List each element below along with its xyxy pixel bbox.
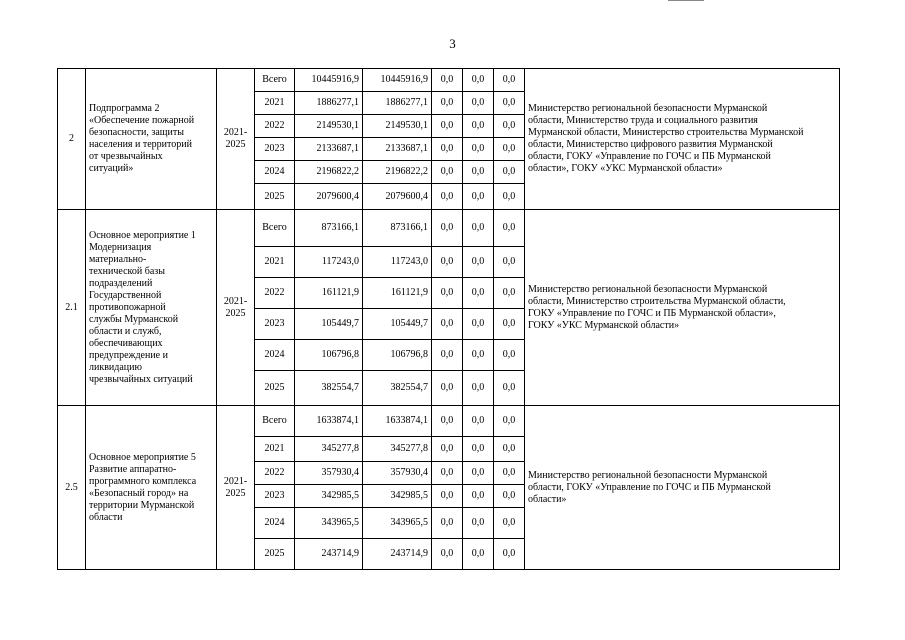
budget-value-cell: 105449,7 [363, 309, 432, 340]
local-value-cell: 0,0 [463, 340, 494, 371]
local-value-cell: 0,0 [463, 278, 494, 309]
budget-value-cell: 1633874,1 [363, 406, 432, 437]
total-value-cell: 2149530,1 [295, 115, 363, 138]
year-cell: 2025 [255, 184, 295, 210]
total-value-cell: 343965,5 [295, 508, 363, 539]
year-cell: 2023 [255, 309, 295, 340]
other-value-cell: 0,0 [494, 371, 525, 406]
page-number: 3 [449, 36, 456, 51]
year-cell: Всего [255, 69, 295, 92]
section-title: Основное мероприятие 1 Модернизация материально- технической базы подразделений Государственной противопожарной службы Мурманской области и служб, обеспечивающих предупреждение и ликвидацию чрезвычайных ситуаций [86, 210, 217, 406]
budget-value-cell: 10445916,9 [363, 69, 432, 92]
section-number: 2.5 [58, 406, 86, 570]
total-value-cell: 342985,5 [295, 485, 363, 508]
federal-value-cell: 0,0 [432, 437, 463, 462]
total-value-cell: 243714,9 [295, 539, 363, 570]
federal-value-cell: 0,0 [432, 115, 463, 138]
other-value-cell: 0,0 [494, 437, 525, 462]
other-value-cell: 0,0 [494, 309, 525, 340]
local-value-cell: 0,0 [463, 247, 494, 278]
budget-value-cell: 345277,8 [363, 437, 432, 462]
federal-value-cell: 0,0 [432, 485, 463, 508]
section-period: 2021- 2025 [217, 406, 255, 570]
year-cell: 2022 [255, 278, 295, 309]
total-value-cell: 161121,9 [295, 278, 363, 309]
other-value-cell: 0,0 [494, 210, 525, 247]
federal-value-cell: 0,0 [432, 462, 463, 485]
table-row [58, 406, 840, 437]
federal-value-cell: 0,0 [432, 340, 463, 371]
table-row [58, 69, 840, 92]
year-cell: 2024 [255, 508, 295, 539]
federal-value-cell: 0,0 [432, 92, 463, 115]
local-value-cell: 0,0 [463, 437, 494, 462]
other-value-cell: 0,0 [494, 138, 525, 161]
federal-value-cell: 0,0 [432, 69, 463, 92]
section-number: 2 [58, 69, 86, 210]
total-value-cell: 106796,8 [295, 340, 363, 371]
top-edge-mark [668, 0, 704, 2]
federal-value-cell: 0,0 [432, 406, 463, 437]
total-value-cell: 873166,1 [295, 210, 363, 247]
year-cell: 2025 [255, 371, 295, 406]
local-value-cell: 0,0 [463, 508, 494, 539]
section-executors: Министерство региональной безопасности Мурманской области, Министерство строительства Мурманской области, ГОКУ «Управление по ГОЧС и ПБ Мурманской области», ГОКУ «УКС Мурманской области» [525, 210, 840, 406]
local-value-cell: 0,0 [463, 309, 494, 340]
year-cell: 2021 [255, 92, 295, 115]
local-value-cell: 0,0 [463, 485, 494, 508]
other-value-cell: 0,0 [494, 340, 525, 371]
section-executors: Министерство региональной безопасности Мурманской области, ГОКУ «Управление по ГОЧС и ПБ Мурманской области» [525, 406, 840, 570]
total-value-cell: 357930,4 [295, 462, 363, 485]
total-value-cell: 1886277,1 [295, 92, 363, 115]
budget-value-cell: 117243,0 [363, 247, 432, 278]
other-value-cell: 0,0 [494, 92, 525, 115]
budget-value-cell: 357930,4 [363, 462, 432, 485]
federal-value-cell: 0,0 [432, 371, 463, 406]
year-cell: 2023 [255, 485, 295, 508]
other-value-cell: 0,0 [494, 406, 525, 437]
year-cell: Всего [255, 210, 295, 247]
federal-value-cell: 0,0 [432, 539, 463, 570]
budget-value-cell: 2133687,1 [363, 138, 432, 161]
budget-value-cell: 2149530,1 [363, 115, 432, 138]
budget-value-cell: 382554,7 [363, 371, 432, 406]
other-value-cell: 0,0 [494, 247, 525, 278]
local-value-cell: 0,0 [463, 539, 494, 570]
federal-value-cell: 0,0 [432, 138, 463, 161]
budget-value-cell: 2196822,2 [363, 161, 432, 184]
total-value-cell: 117243,0 [295, 247, 363, 278]
year-cell: Всего [255, 406, 295, 437]
budget-value-cell: 243714,9 [363, 539, 432, 570]
total-value-cell: 382554,7 [295, 371, 363, 406]
total-value-cell: 2196822,2 [295, 161, 363, 184]
section-title: Основное мероприятие 5 Развитие аппаратно- программного комплекса «Безопасный город» на территории Мурманской области [86, 406, 217, 570]
federal-value-cell: 0,0 [432, 247, 463, 278]
year-cell: 2025 [255, 539, 295, 570]
section-title: Подпрограмма 2 «Обеспечение пожарной безопасности, защиты населения и территорий от чрезвычайных ситуаций» [86, 69, 217, 210]
local-value-cell: 0,0 [463, 184, 494, 210]
budget-value-cell: 161121,9 [363, 278, 432, 309]
other-value-cell: 0,0 [494, 462, 525, 485]
budget-value-cell: 1886277,1 [363, 92, 432, 115]
federal-value-cell: 0,0 [432, 161, 463, 184]
other-value-cell: 0,0 [494, 161, 525, 184]
local-value-cell: 0,0 [463, 69, 494, 92]
local-value-cell: 0,0 [463, 210, 494, 247]
budget-value-cell: 343965,5 [363, 508, 432, 539]
federal-value-cell: 0,0 [432, 210, 463, 247]
total-value-cell: 345277,8 [295, 437, 363, 462]
year-cell: 2021 [255, 247, 295, 278]
local-value-cell: 0,0 [463, 406, 494, 437]
section-period: 2021- 2025 [217, 210, 255, 406]
budget-value-cell: 2079600,4 [363, 184, 432, 210]
federal-value-cell: 0,0 [432, 184, 463, 210]
year-cell: 2022 [255, 115, 295, 138]
total-value-cell: 1633874,1 [295, 406, 363, 437]
section-executors: Министерство региональной безопасности Мурманской области, Министерство труда и социального развития Мурманской области, Министерство строительства Мурманской области, Министерство цифрового развития Мурманской области, ГОКУ «Управление по ГОЧС и ПБ Мурманской области», ГОКУ «УКС Мурманской области» [525, 69, 840, 210]
local-value-cell: 0,0 [463, 138, 494, 161]
budget-value-cell: 342985,5 [363, 485, 432, 508]
other-value-cell: 0,0 [494, 278, 525, 309]
budget-value-cell: 106796,8 [363, 340, 432, 371]
year-cell: 2024 [255, 161, 295, 184]
total-value-cell: 2079600,4 [295, 184, 363, 210]
total-value-cell: 10445916,9 [295, 69, 363, 92]
other-value-cell: 0,0 [494, 184, 525, 210]
local-value-cell: 0,0 [463, 462, 494, 485]
section-number: 2.1 [58, 210, 86, 406]
year-cell: 2023 [255, 138, 295, 161]
other-value-cell: 0,0 [494, 115, 525, 138]
section-period: 2021- 2025 [217, 69, 255, 210]
total-value-cell: 2133687,1 [295, 138, 363, 161]
year-cell: 2024 [255, 340, 295, 371]
budget-value-cell: 873166,1 [363, 210, 432, 247]
other-value-cell: 0,0 [494, 539, 525, 570]
program-funding-table [57, 68, 840, 570]
year-cell: 2021 [255, 437, 295, 462]
local-value-cell: 0,0 [463, 92, 494, 115]
federal-value-cell: 0,0 [432, 309, 463, 340]
local-value-cell: 0,0 [463, 161, 494, 184]
federal-value-cell: 0,0 [432, 278, 463, 309]
year-cell: 2022 [255, 462, 295, 485]
other-value-cell: 0,0 [494, 485, 525, 508]
total-value-cell: 105449,7 [295, 309, 363, 340]
local-value-cell: 0,0 [463, 115, 494, 138]
other-value-cell: 0,0 [494, 508, 525, 539]
other-value-cell: 0,0 [494, 69, 525, 92]
federal-value-cell: 0,0 [432, 508, 463, 539]
table-row [58, 210, 840, 247]
local-value-cell: 0,0 [463, 371, 494, 406]
